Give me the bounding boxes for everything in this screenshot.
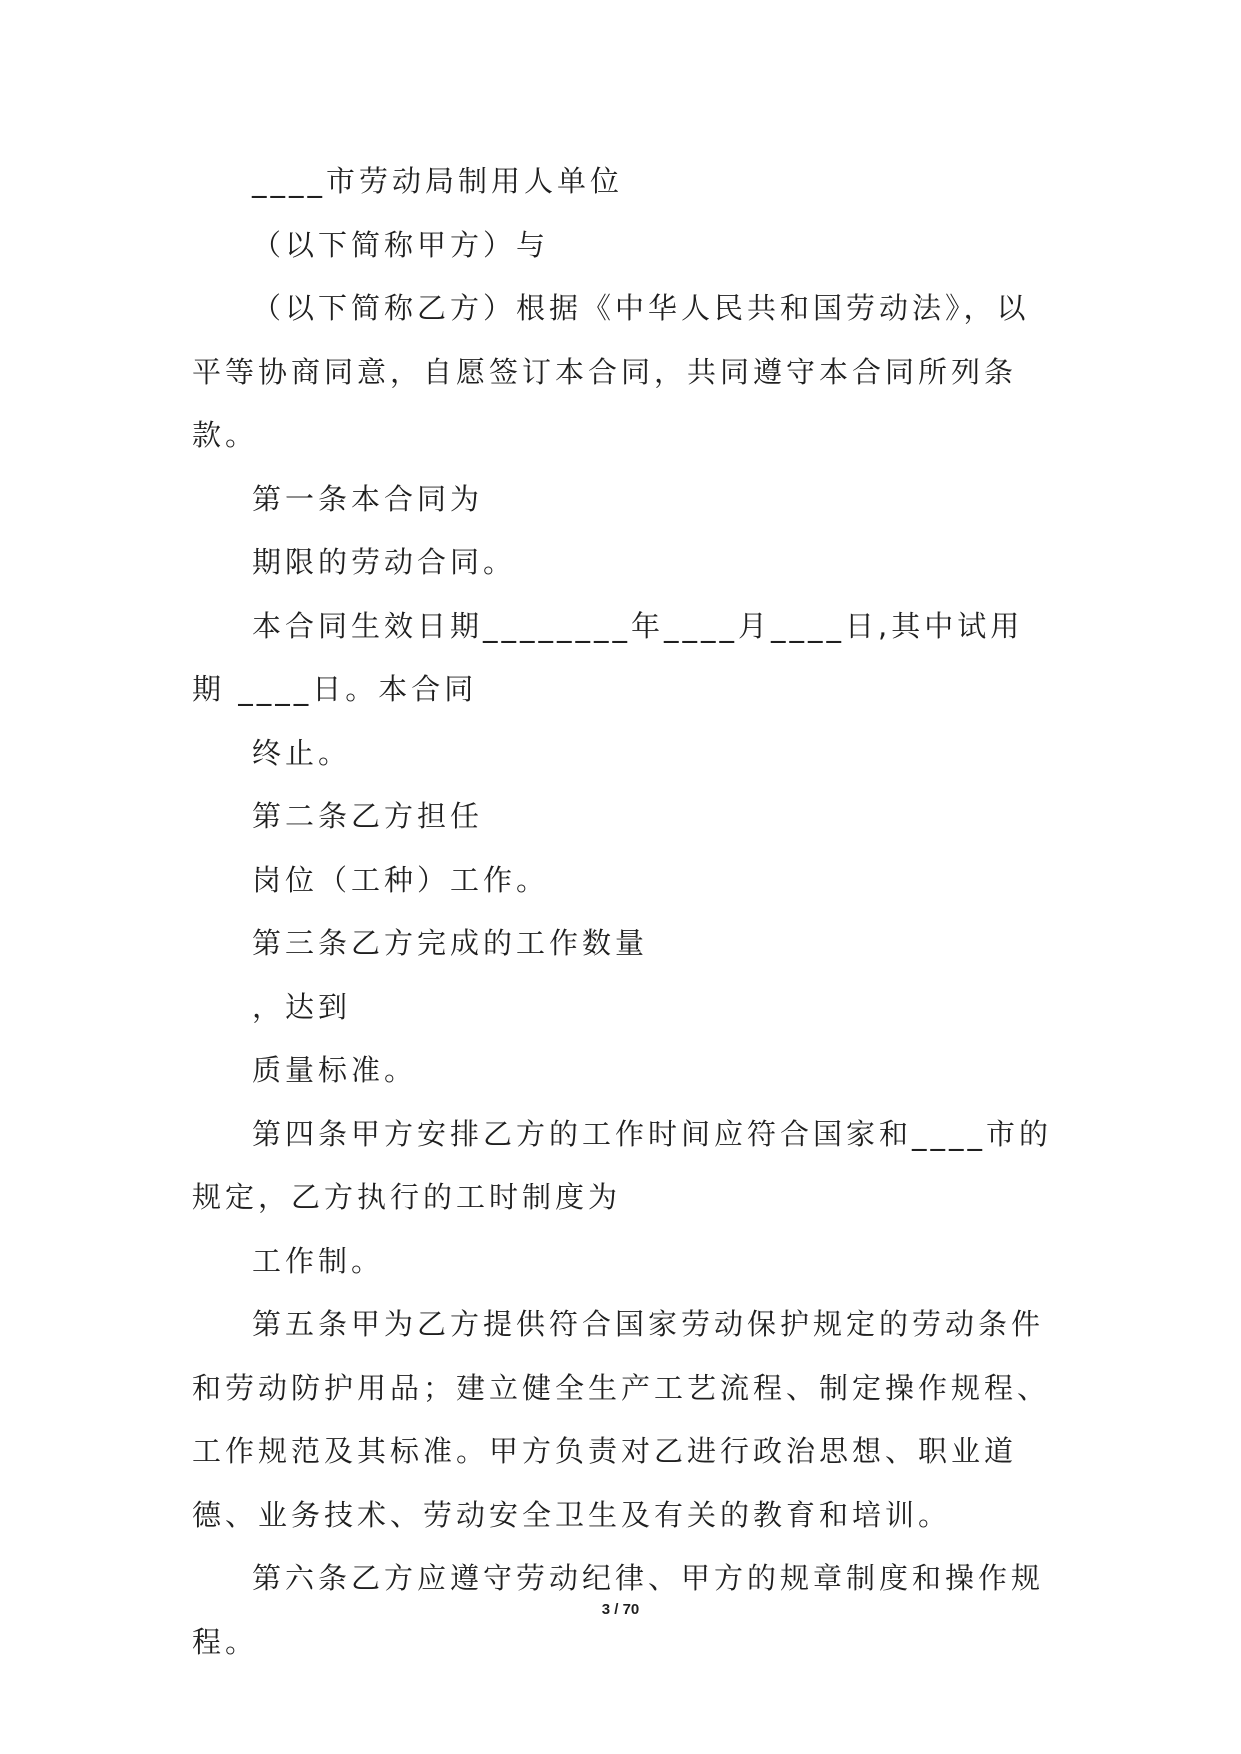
paragraph: 岗位（工种）工作。 (252, 862, 550, 897)
paragraph: 本合同生效日期________年____月____日,其中试用期 ____日。本合同 (192, 608, 1024, 706)
paragraph: （以下简称乙方）根据《中华人民共和国劳动法》，以平等协商同意，自愿签订本合同，共同遵守本合同所列条款。 (192, 291, 1030, 452)
paragraph: （以下简称甲方）与 (252, 227, 550, 262)
paragraph: 第六条乙方应遵守劳动纪律、甲方的规章制度和操作规程。 (192, 1561, 1045, 1659)
page-number: 3 / 70 (601, 1601, 640, 1618)
paragraph: 工作制。 (252, 1243, 385, 1278)
paragraph: 第一条本合同为 (252, 481, 484, 516)
paragraph: 第五条甲为乙方提供符合国家劳动保护规定的劳动条件和劳动防护用品；建立健全生产工艺流程、制定操作规程、工作规范及其标准。甲方负责对乙进行政治思想、职业道德、业务技术、劳动安全卫生及有关的教育和培训。 (192, 1307, 1051, 1532)
paragraph: ____市劳动局制用人单位 (252, 164, 624, 198)
paragraph: 第四条甲方安排乙方的工作时间应符合国家和____市的规定，乙方执行的工时制度为 (192, 1116, 1053, 1214)
paragraph: 质量标准。 (252, 1053, 418, 1087)
paragraph: 第三条乙方完成的工作数量 (252, 926, 649, 960)
document-body (192, 150, 1054, 1674)
paragraph: ，达到 (252, 989, 352, 1024)
paragraph: 终止。 (252, 735, 352, 770)
paragraph: 第二条乙方担任 (252, 799, 484, 833)
paragraph: 期限的劳动合同。 (252, 545, 517, 579)
